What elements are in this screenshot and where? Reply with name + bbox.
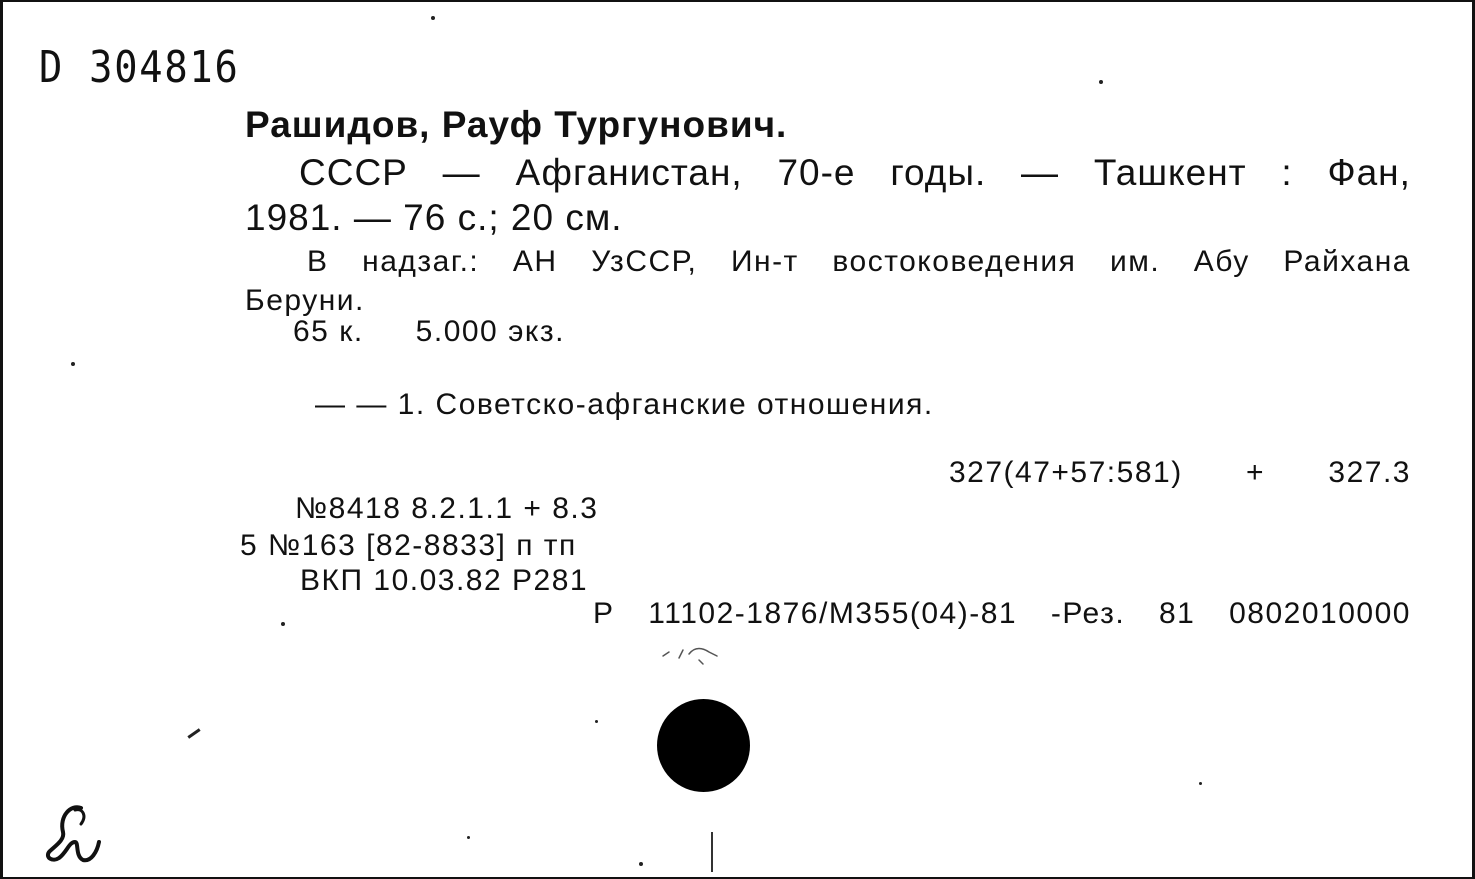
title-word: : bbox=[1281, 152, 1293, 193]
title-line-1 bbox=[299, 152, 1411, 194]
note-word: УзССР, bbox=[591, 245, 698, 278]
title-word: годы. bbox=[890, 152, 987, 193]
note-word: востоковедения bbox=[832, 245, 1077, 278]
note-line-1 bbox=[307, 245, 1411, 279]
pen-mark bbox=[187, 728, 200, 738]
punch-hole bbox=[657, 699, 750, 792]
title-word: — bbox=[1021, 152, 1060, 193]
price: 65 к. bbox=[293, 315, 364, 348]
speck bbox=[639, 862, 643, 866]
title-line-2: 1981. — 76 с.; 20 см. bbox=[245, 197, 623, 238]
scan-mark bbox=[711, 832, 713, 872]
note-word: Ин-т bbox=[730, 245, 799, 278]
note-word: Райхана bbox=[1283, 245, 1411, 278]
udc-code-secondary: 327.3 bbox=[1328, 456, 1411, 489]
udc-classification bbox=[949, 456, 1411, 490]
speck bbox=[281, 622, 285, 626]
udc-code: 327(47+57:581) bbox=[949, 456, 1183, 489]
note-word: Абу bbox=[1193, 245, 1250, 278]
code-part: -Рез. bbox=[1050, 597, 1126, 630]
code-part: 81 bbox=[1158, 597, 1196, 630]
publisher-code-line bbox=[593, 597, 1411, 631]
record-number-line: №8418 8.2.1.1 + 8.3 bbox=[295, 492, 599, 525]
speck bbox=[71, 362, 75, 366]
udc-plus: + bbox=[1246, 456, 1266, 489]
note-word: В bbox=[307, 245, 329, 278]
note-line-2: Беруни. bbox=[245, 284, 365, 317]
speck bbox=[1099, 80, 1103, 84]
title-word: Фан, bbox=[1327, 152, 1411, 193]
stamp-residue bbox=[659, 638, 729, 668]
title-word: СССР bbox=[299, 152, 408, 193]
price-line bbox=[293, 315, 565, 349]
title-word: Афганистан, bbox=[515, 152, 743, 193]
code-part: 11102-1876/М355(04)-81 bbox=[648, 597, 1018, 630]
record-order-line: 5 №163 [82-8833] п тп bbox=[240, 529, 577, 562]
speck bbox=[431, 16, 435, 20]
handwritten-initial-icon bbox=[41, 802, 107, 866]
note-word: АН bbox=[512, 245, 558, 278]
code-part: Р bbox=[593, 597, 615, 630]
title-word: 70-е bbox=[777, 152, 856, 193]
print-run: 5.000 экз. bbox=[415, 315, 565, 348]
note-word: им. bbox=[1109, 245, 1161, 278]
title-word: — bbox=[442, 152, 481, 193]
note-word: надзаг.: bbox=[362, 245, 480, 278]
author-heading: Рашидов, Рауф Тургунович. bbox=[245, 104, 788, 145]
record-chamber-line: ВКП 10.03.82 Р281 bbox=[300, 564, 589, 597]
speck bbox=[467, 836, 470, 839]
title-word: Ташкент bbox=[1093, 152, 1247, 193]
code-part: 0802010000 bbox=[1229, 597, 1411, 630]
speck bbox=[1199, 782, 1202, 785]
call-number: D 304816 bbox=[39, 42, 240, 93]
subject-heading: — — 1. Советско-афганские отношения. bbox=[315, 388, 934, 421]
speck bbox=[595, 720, 598, 723]
